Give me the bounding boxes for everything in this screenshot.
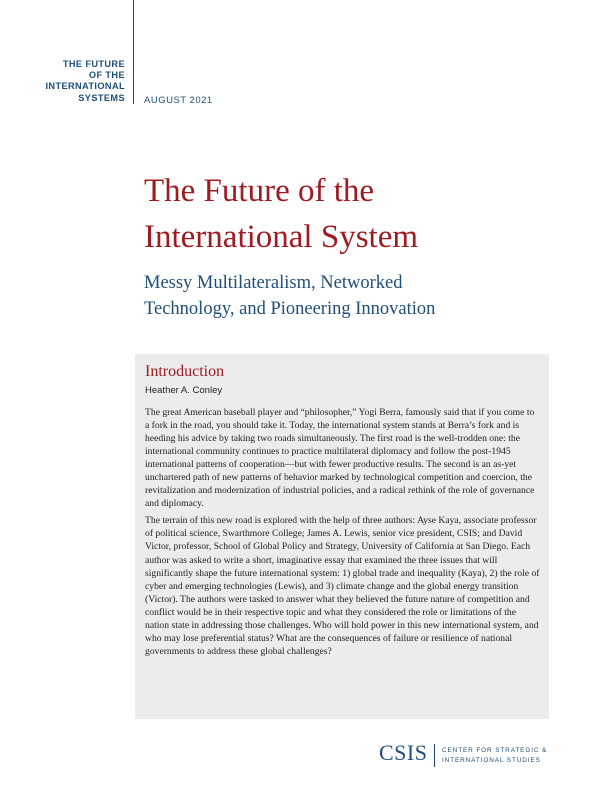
title-line: The Future of the xyxy=(144,173,375,209)
header-divider xyxy=(133,0,134,104)
series-line: SYSTEMS xyxy=(78,92,125,103)
series-line: THE FUTURE xyxy=(62,59,125,69)
document-title xyxy=(144,168,584,260)
document-subtitle xyxy=(144,270,584,322)
publication-date: AUGUST 2021 xyxy=(144,95,213,106)
series-label xyxy=(5,59,125,104)
organization-name xyxy=(442,746,547,765)
introduction-author: Heather A. Conley xyxy=(145,385,223,396)
title-line: International System xyxy=(144,219,419,255)
subtitle-line: Technology, and Pioneering Innovation xyxy=(144,299,436,319)
introduction-paragraph: The terrain of this new road is explored with the help of three authors: Ayse Kaya, associate professor of political science, Swarthmore College; James A. Lewis, senior vice president, CSIS; and David Victor, professor, School of Global Policy and Strategy, University of California at San Diego. Each author was asked to write a short, imaginative essay that examined the three issues that will significantly shape the future international system: 1) global trade and inequality (Kaya), 2) the role of cyber and emerging technologies (Lewis), and 3) climate change and the global energy transition (Victor). The authors were tasked to answer what they believed the future nature of competition and conflict would be in their respective topic and what they considered the role or limitations of the nation state in addressing those challenges. Who will hold power in this new international system, and who may lose preferential status? What are the consequences of failure or resilience of national governments to address these global challenges? xyxy=(145,515,540,657)
csis-logo: CSIS xyxy=(379,740,428,765)
series-line: INTERNATIONAL xyxy=(45,81,125,92)
footer-divider xyxy=(434,744,435,767)
organization-line: CENTER FOR STRATEGIC & xyxy=(442,747,548,754)
introduction-box xyxy=(135,354,549,719)
introduction-heading: Introduction xyxy=(145,363,225,380)
series-line: OF THE xyxy=(88,70,125,81)
introduction-paragraph: The great American baseball player and “philosopher,” Yogi Berra, famously said that if you come to a fork in the road, you should take it. Today, the international system stands at Berra’s fork and is heeding his advice by taking two roads simultaneously. The first road is the well-trodden one: the international community continues to practice multilateral diplomacy and follow the post-1945 international patterns of cooperation—but with fewer productive results. The second is an as-yet unchartered path of new patterns of behavior marked by technological competition and coercion, the revitalization and modernization of industrial policies, and a radical rethink of the role of governance and diplomacy. xyxy=(145,407,535,510)
subtitle-line: Messy Multilateralism, Networked xyxy=(144,273,403,293)
organization-line: INTERNATIONAL STUDIES xyxy=(442,756,541,764)
